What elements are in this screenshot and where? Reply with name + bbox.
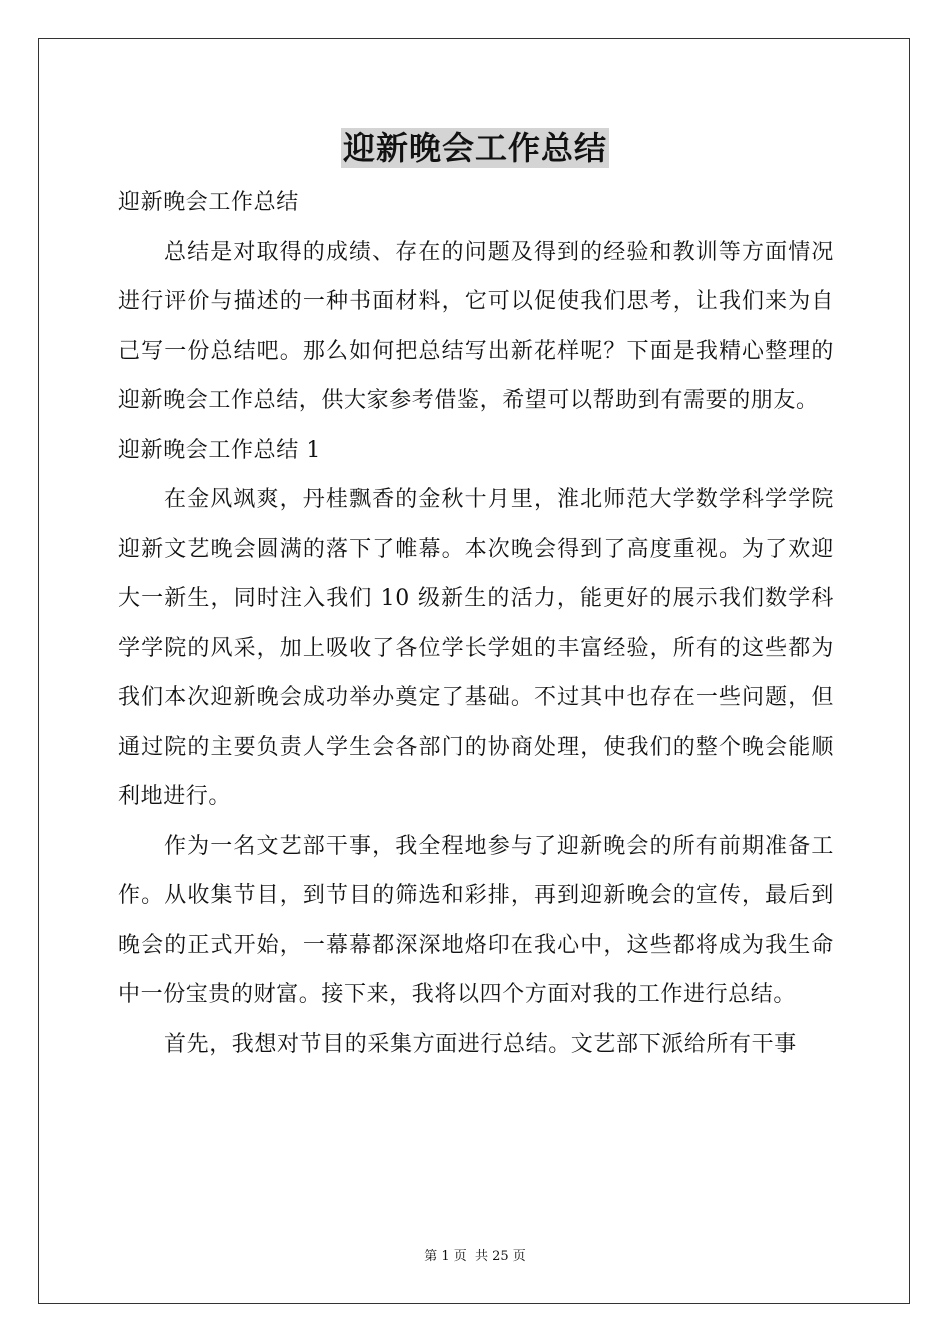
page-total: 共 25 页 [474, 1249, 526, 1264]
paragraph: 总结是对取得的成绩、存在的问题及得到的经验和教训等方面情况进行评价与描述的一种书面材料，它可以促使我们思考，让我们来为自己写一份总结吧。那么如何把总结写出新花样呢？下面是我精心整理的迎新晚会工作总结，供大家参考借鉴，希望可以帮助到有需要的朋友。 [118, 239, 834, 413]
paragraph: 在金风飒爽，丹桂飘香的金秋十月里，淮北师范大学数学科学学院迎新文艺晚会圆满的落下了帷幕。本次晚会得到了高度重视。为了欢迎大一新生，同时注入我们 10 级新生的活力，能更好的展示我们数学科学学院的风采，加上吸收了各位学长学姐的丰富经验，所有的这些都为我们本次迎新晚会成功举办奠定了基础。不过其中也存在一些问题，但通过院的主要负责人学生会各部门的协商处理，使我们的整个晚会能顺利地进行。 [118, 487, 834, 809]
title-container [0, 128, 950, 168]
paragraph: 作为一名文艺部干事，我全程地参与了迎新晚会的所有前期准备工作。从收集节目，到节目的筛选和彩排，再到迎新晚会的宣传，最后到晚会的正式开始，一幕幕都深深地烙印在我心中，这些都将成为我生命中一份宝贵的财富。接下来，我将以四个方面对我的工作进行总结。 [118, 833, 834, 1007]
section-heading: 迎新晚会工作总结 1 [118, 437, 321, 463]
paragraph-heading: 迎新晚会工作总结 [118, 190, 299, 215]
paragraph: 首先，我想对节目的采集方面进行总结。文艺部下派给所有干事 [164, 1031, 797, 1057]
page-footer [0, 1248, 950, 1266]
document-body [118, 178, 834, 1069]
page-number: 第 1 页 [424, 1249, 467, 1264]
document-title: 迎新晚会工作总结 [342, 129, 607, 167]
